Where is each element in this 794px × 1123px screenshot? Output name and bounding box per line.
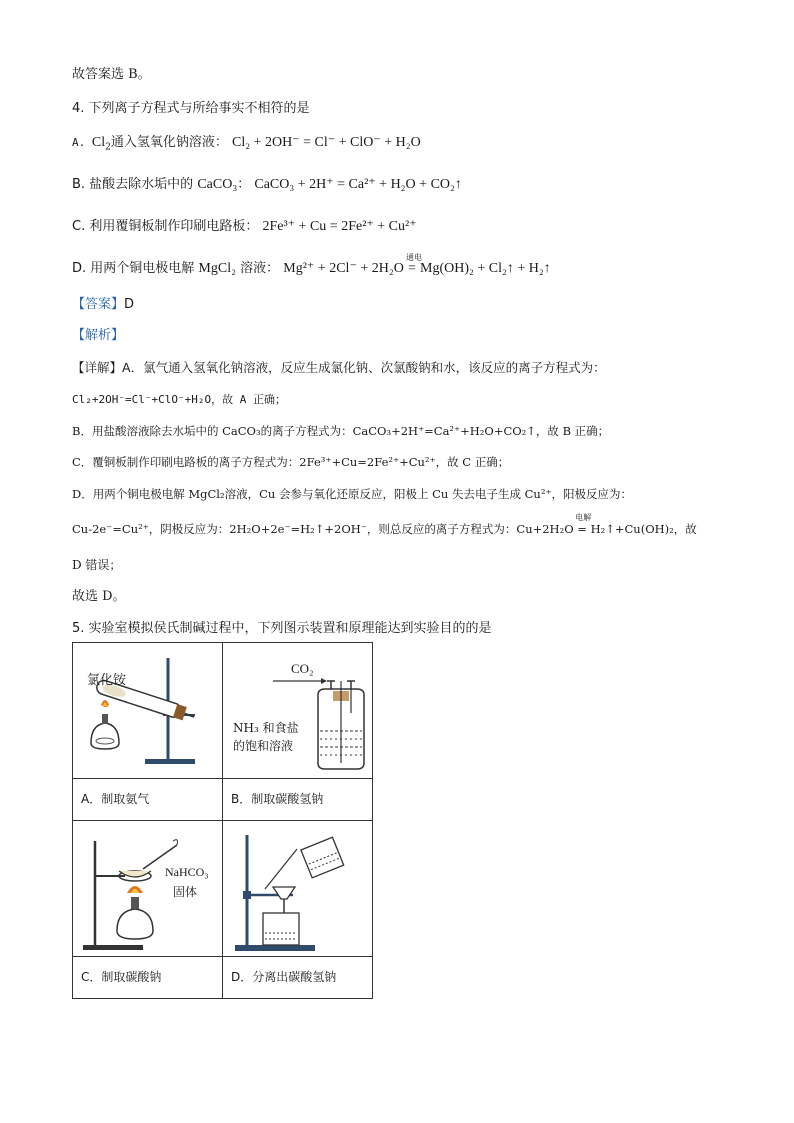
- option-d-equation-left: Mg²⁺ + 2Cl⁻ + 2H₂O: [283, 261, 404, 276]
- detail-d2: Cu-2e⁻=Cu²⁺，阴极反应为：2H₂O+2e⁻=H₂↑+2OH⁻，则总反应的离子方程式为：Cu+2H₂O = 电解 H₂↑+Cu(OH)₂，故: [72, 520, 697, 538]
- option-b-species: CaCO₃: [197, 177, 238, 192]
- caption-b: B．制取碳酸氢钠: [231, 792, 324, 806]
- detail-d2-text-end: H₂↑+Cu(OH)₂，故: [590, 522, 697, 536]
- option-c: [72, 218, 417, 236]
- option-c-text: C. 利用覆铜板制作印刷电路板：: [72, 219, 259, 234]
- detail-a-text: A．氯气通入氢氧化钠溶液，反应生成氯化钠、次氯酸钠和水，该反应的离子方程式为：: [122, 360, 606, 375]
- detail-d3: D 错误；: [72, 558, 122, 572]
- text-line: 故答案选 B。: [72, 67, 151, 82]
- filtration-apparatus-icon: [223, 821, 372, 956]
- detail-d: D．用两个铜电极电解 MgCl₂溶液，Cu 会参与氧化还原反应，阳极上 Cu 失去电子生成 Cu²⁺，阳极反应为：: [72, 487, 633, 501]
- answer-line: [72, 296, 134, 314]
- detail-a: [72, 359, 606, 377]
- detail-b: B．用盐酸溶液除去水垢中的 CaCO₃的离子方程式为：CaCO₃+2H⁺=Ca²⁺+H₂O+CO₂↑，故 B 正确；: [72, 424, 610, 438]
- heating-tube-apparatus-icon: [73, 643, 222, 778]
- choose-line: 故选 D。: [72, 589, 126, 604]
- option-d-species: MgCl₂: [198, 261, 236, 276]
- answer-label: 【答案】: [72, 297, 125, 312]
- option-d-equation-right: Mg(OH)₂ + Cl₂↑ + H₂↑: [420, 261, 551, 276]
- detail-label: 【详解】: [72, 360, 123, 375]
- option-c-equation: 2Fe³⁺ + Cu = 2Fe²⁺ + Cu²⁺: [262, 219, 417, 234]
- option-d-text: D. 用两个铜电极电解: [72, 261, 195, 276]
- figure-b-label-line1: NH₃ 和食盐: [233, 721, 299, 735]
- option-d-mid: 溶液：: [240, 261, 280, 276]
- figure-c-label-line1: NaHCO₃: [165, 865, 209, 879]
- detail-c: C．覆铜板制作印刷电路板的离子方程式为：2Fe³⁺+Cu=2Fe²⁺+Cu²⁺，故 C 正确；: [72, 455, 510, 469]
- detail-a2: Cl₂+2OH⁻=Cl⁻+ClO⁻+H₂O，故 A 正确；: [72, 393, 286, 406]
- caption-c: C．制取碳酸钠: [81, 970, 162, 984]
- detail-d2-condition: 电解: [575, 513, 592, 522]
- answer-value: D: [124, 297, 135, 312]
- caption-a: A．制取氨气: [81, 792, 150, 806]
- option-a-species: Cl: [91, 135, 106, 150]
- figure-b-gas-label: CO₂: [291, 661, 314, 676]
- analysis-label: 【解析】: [72, 328, 125, 343]
- option-a-letter: A.: [72, 136, 92, 149]
- figure-b: [223, 643, 372, 778]
- figure-c: [73, 821, 222, 956]
- figure-a: [73, 643, 222, 778]
- evaporating-dish-apparatus-icon: [73, 821, 222, 956]
- question-5-title: 5. 实验室模拟侯氏制碱过程中，下列图示装置和原理能达到实验目的的是: [72, 621, 492, 636]
- figure-b-label-line2: 的饱和溶液: [233, 739, 294, 753]
- option-b-equation: CaCO₃ + 2H⁺ = Ca²⁺ + H₂O + CO₂↑: [254, 177, 462, 192]
- figure-d: [223, 821, 372, 956]
- detail-d2-text: Cu-2e⁻=Cu²⁺，阴极反应为：2H₂O+2e⁻=H₂↑+2OH⁻，则总反应的离子方程式为：Cu+2H₂O: [72, 522, 574, 536]
- option-a: A. $Cl_2$通入氢氧化钠溶液： Cl₂ + 2OH⁻ = Cl⁻ + ClO⁻ + H₂O: [72, 135, 421, 153]
- figure-a-label: 氯化铵: [87, 673, 127, 688]
- option-b-text: B. 盐酸去除水垢中的: [72, 177, 194, 192]
- option-d: D. 用两个铜电极电解 MgCl₂ 溶液： Mg²⁺ + 2Cl⁻ + 2H₂O = 通电 Mg(OH)₂ + Cl₂↑ + H₂↑: [72, 260, 551, 278]
- figure-c-label-line2: 固体: [173, 885, 198, 899]
- analysis-line: [72, 327, 124, 345]
- option-b: B. 盐酸去除水垢中的 CaCO₃： CaCO₃ + 2H⁺ = Ca²⁺ + H₂O + CO₂↑: [72, 177, 462, 192]
- caption-d: D．分离出碳酸氢钠: [231, 970, 337, 984]
- question-4-title: 4. 下列离子方程式与所给事实不相符的是: [72, 101, 310, 116]
- option-d-condition: 通电: [405, 253, 422, 262]
- option-a-equation: Cl₂ + 2OH⁻ = Cl⁻ + ClO⁻ + H₂O: [232, 135, 421, 150]
- apparatus-table: [72, 642, 373, 999]
- option-a-text: 通入氢氧化钠溶液：: [110, 135, 228, 150]
